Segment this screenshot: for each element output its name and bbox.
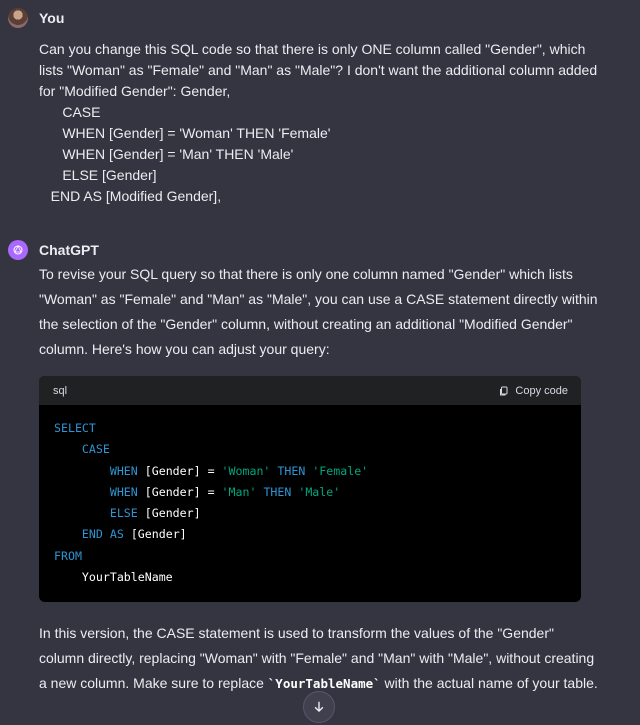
code-as: AS xyxy=(109,527,124,542)
code-gender-4: [Gender] xyxy=(130,527,187,542)
code-male: 'Male' xyxy=(298,484,341,499)
code-eq-2: = xyxy=(207,484,215,499)
copy-icon xyxy=(498,385,510,397)
code-woman: 'Woman' xyxy=(221,463,271,478)
code-header xyxy=(39,376,581,405)
assistant-author: ChatGPT xyxy=(39,242,99,258)
code-from: FROM xyxy=(54,548,82,563)
code-language: sql xyxy=(53,384,68,397)
code-else: ELSE xyxy=(109,506,138,521)
user-code-line-3: WHEN [Gender] = 'Man' THEN 'Male' xyxy=(39,146,294,162)
code-gender-1: [Gender] xyxy=(144,463,201,478)
code-gender-2: [Gender] xyxy=(144,484,201,499)
code-female: 'Female' xyxy=(312,463,369,478)
assistant-intro-text: To revise your SQL query so that there is only one column named "Gender" which lists "Woman" as "Female" and "Man" as "Male", you can use a CASE statement directly within the selection of the "Gender" column, without creating an additional "Modified Gender" column. Here's how you can adjust your query: xyxy=(39,266,598,357)
sql-code-block xyxy=(39,376,581,602)
user-code-line-5: END AS [Modified Gender], xyxy=(39,188,222,204)
after-text-before: In this version, the CASE statement is used to transform the values of the "Gender" column directly, replacing "Woman" with "Female" and "Man" with "Male", without creating a new column. Make sure to replace xyxy=(39,625,595,691)
table-name-inline-code: `YourTableName` xyxy=(267,676,381,691)
code-then-2: THEN xyxy=(263,484,292,499)
user-message-text xyxy=(39,39,599,207)
code-then-1: THEN xyxy=(277,463,306,478)
user-author: You xyxy=(39,10,65,26)
code-case: CASE xyxy=(81,442,110,457)
copy-code-button[interactable] xyxy=(498,385,568,397)
copy-code-label: Copy code xyxy=(515,384,568,397)
user-code-line-1: CASE xyxy=(39,104,101,120)
assistant-after-text xyxy=(39,621,599,696)
code-table: YourTableName xyxy=(81,570,173,585)
user-avatar xyxy=(8,8,28,28)
code-end: END xyxy=(81,527,103,542)
user-intro: Can you change this SQL code so that there is only ONE column called "Gender", which lists "Woman" as "Female" and "Man" as "Male"? I don't want the additional column added for "Modified Gender": Gender, xyxy=(39,41,598,99)
user-code-line-4: ELSE [Gender] xyxy=(39,167,157,183)
scroll-down-button[interactable] xyxy=(303,691,335,723)
user-message xyxy=(0,8,640,208)
code-when-1: WHEN xyxy=(109,463,138,478)
user-code-line-2: WHEN [Gender] = 'Woman' THEN 'Female' xyxy=(39,125,331,141)
code-eq-1: = xyxy=(207,463,215,478)
code-gender-3: [Gender] xyxy=(144,506,201,521)
chatgpt-avatar xyxy=(8,240,28,260)
code-man: 'Man' xyxy=(221,484,257,499)
code-select: SELECT xyxy=(54,421,96,435)
openai-logo-icon xyxy=(12,244,24,256)
sql-code xyxy=(39,405,581,601)
after-text-after: with the actual name of your table. xyxy=(380,675,598,691)
code-when-2: WHEN xyxy=(109,484,138,499)
arrow-down-icon xyxy=(312,700,326,714)
